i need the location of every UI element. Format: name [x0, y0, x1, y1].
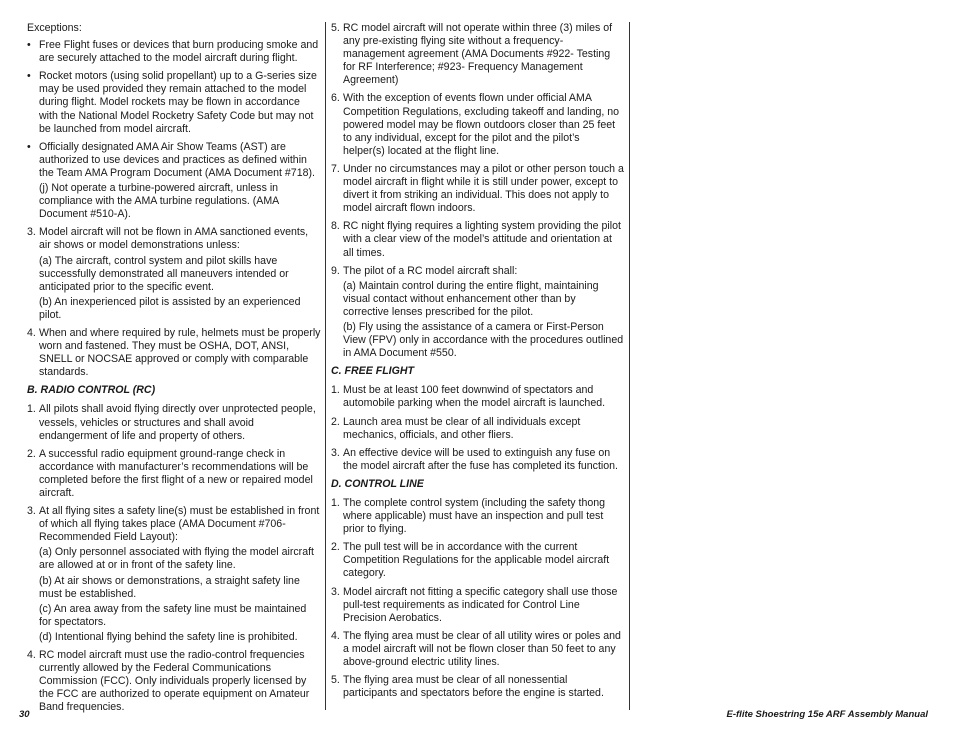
item-number: 1.	[331, 384, 340, 397]
list-item-text: RC model aircraft must use the radio-control frequencies currently allowed by the Federal Communications Commission (FCC). Only individuals properly licensed by the FCC are authorized to operate equipment on Amateur Band frequencies.	[39, 649, 310, 714]
list-subitem: (b) Fly using the assistance of a camera or First-Person View (FPV) only in accordance with the procedures outlined in AMA Document #550.	[343, 320, 624, 360]
item-number: 4.	[27, 649, 36, 662]
list-item-text: RC night flying requires a lighting system providing the pilot with a clear view of the model’s attitude and orientation at all times.	[343, 220, 621, 259]
list-subitem: (j) Not operate a turbine-powered aircraft, unless in compliance with the AMA turbine regulations. (AMA Document #510-A).	[39, 182, 279, 221]
list-item-text: The pull test will be in accordance with the current Competition Regulations for the applicable model aircraft category.	[343, 541, 610, 580]
list-item	[331, 384, 624, 410]
list-item	[27, 70, 321, 135]
list-item-text: Free Flight fuses or devices that burn producing smoke and are securely attached to the model aircraft during flight.	[39, 39, 319, 65]
list-item	[331, 416, 624, 442]
column-divider	[325, 22, 326, 710]
list-item-text: Model aircraft not fitting a specific category shall use those pull-test requirements as indicated for Control Line Precision Aerobatics.	[343, 585, 618, 624]
list-subitem: (d) Intentional flying behind the safety line is prohibited.	[39, 630, 298, 643]
list-item-text: A successful radio equipment ground-range check in accordance with manufacturer’s recommendations will be completed before the first flight of a new or repaired model aircraft.	[39, 447, 313, 499]
list-subitem: (a) Maintain control during the entire flight, maintaining visual contact without enhancement other than by corrective lenses prescribed for the pilot.	[343, 279, 599, 318]
list-item	[331, 674, 624, 700]
list-item	[331, 163, 624, 215]
list-item-text: The pilot of a RC model aircraft shall:	[343, 264, 518, 277]
item-number: 4.	[331, 629, 340, 642]
item-number: 8.	[331, 220, 340, 233]
list-item-text: Rocket motors (using solid propellant) up to a G-series size may be used provided they remain attached to the model during flight. Model rockets may be flown in accordance with the National Model Rocketry Safety Code but may not be launched from model aircraft.	[39, 70, 317, 135]
bullet-marker: •	[27, 39, 31, 52]
list-item	[331, 447, 624, 473]
bullet-marker: •	[27, 140, 31, 153]
list-item	[331, 22, 624, 87]
list-item	[27, 448, 321, 500]
item-number: 3.	[27, 505, 36, 518]
list-item	[27, 226, 321, 322]
list-item	[331, 265, 624, 361]
list-item	[27, 39, 321, 65]
item-number: 3.	[331, 446, 340, 459]
list-item	[27, 327, 321, 379]
list-item-text: At all flying sites a safety line(s) must be established in front of which all flying takes place (AMA Document #706-Recommended Field Layout):	[39, 505, 320, 544]
manual-title: E-flite Shoestring 15e ARF Assembly Manual	[726, 709, 928, 720]
item-number: 1.	[331, 497, 340, 509]
list-item	[27, 505, 321, 644]
item-number: 1.	[27, 403, 36, 416]
list-item	[331, 92, 624, 157]
list-item-text: Must be at least 100 feet downwind of spectators and automobile parking when the model aircraft is launched.	[343, 384, 606, 410]
item-number: 5.	[331, 674, 340, 687]
list-subitem: (a) The aircraft, control system and pilot skills have successfully demonstrated all maneuvers intended or anticipated prior to the specific event.	[39, 254, 289, 293]
item-number: 5.	[331, 22, 340, 34]
list-item	[331, 630, 624, 669]
list-item-text: An effective device will be used to extinguish any fuse on the model aircraft after the fuse has completed its function.	[343, 446, 618, 472]
left-column	[27, 22, 321, 720]
list-item-text: The complete control system (including the safety thong where applicable) must have an inspection and pull test prior to flying.	[343, 497, 606, 536]
list-item-text: Launch area must be clear of all individuals except mechanics, officials, and other fliers.	[343, 415, 581, 441]
column-divider	[629, 22, 630, 710]
list-subitem: (b) An inexperienced pilot is assisted by an experienced pilot.	[39, 295, 301, 321]
list-subitem: (b) At air shows or demonstrations, a straight safety line must be established.	[39, 574, 300, 600]
list-item-text: Under no circumstances may a pilot or other person touch a model aircraft in flight while it is still under power, except to divert it from striking an individual. This does not apply to model aircraft flown indoors.	[343, 162, 624, 215]
list-item-text: With the exception of events flown under official AMA Competition Regulations, excluding takeoff and landing, no powered model may be flown outdoors closer than 25 feet to any individual, except for the pilot and the pilot’s helper(s) located at the flight line.	[343, 92, 620, 157]
list-subitem: (a) Only personnel associated with flying the model aircraft are allowed at or in front of the safety line.	[39, 546, 314, 572]
item-number: 7.	[331, 162, 340, 175]
list-item-text: RC model aircraft will not operate within three (3) miles of any pre-existing flying site without a frequency-management agreement (AMA Documents #922- Testing for RF Interference; #923- Frequency Management Agreement)	[343, 22, 613, 87]
list-item-text: Model aircraft will not be flown in AMA sanctioned events, air shows or model demonstrations unless:	[39, 226, 309, 252]
item-number: 3.	[27, 226, 36, 239]
list-item	[331, 586, 624, 625]
list-item	[27, 141, 321, 222]
list-item	[331, 497, 624, 536]
bullet-marker: •	[27, 70, 31, 83]
list-subitem: (c) An area away from the safety line must be maintained for spectators.	[39, 602, 307, 628]
list-item	[331, 541, 624, 580]
item-number: 3.	[331, 585, 340, 598]
item-number: 4.	[27, 326, 36, 339]
item-number: 2.	[331, 415, 340, 428]
exceptions-intro: Exceptions:	[27, 22, 82, 34]
list-item-text: When and where required by rule, helmets must be properly worn and fastened. They must be OSHA, DOT, ANSI, SNELL or NOCSAE approved or comply with comparable standards.	[39, 326, 321, 379]
page-number: 30	[19, 709, 30, 720]
section-heading-radio-control: B. RADIO CONTROL (RC)	[27, 384, 156, 397]
list-item	[331, 220, 624, 259]
section-heading-free-flight: C. FREE FLIGHT	[331, 365, 414, 378]
list-item	[27, 649, 321, 714]
list-item-text: The flying area must be clear of all utility wires or poles and a model aircraft will not be flown closer than 50 feet to any above-ground electric utility lines.	[343, 629, 621, 669]
list-item-text: Officially designated AMA Air Show Teams (AST) are authorized to use devices and practices as defined within the Team AMA Program Document (AMA Document #718).	[39, 140, 315, 179]
list-item-text: The flying area must be clear of all nonessential participants and spectators before the engine is started.	[343, 674, 604, 700]
item-number: 2.	[27, 447, 36, 460]
list-item	[27, 403, 321, 442]
section-heading-control-line: D. CONTROL LINE	[331, 477, 424, 490]
right-column	[331, 22, 624, 705]
item-number: 9.	[331, 264, 340, 277]
item-number: 2.	[331, 541, 340, 554]
list-item-text: All pilots shall avoid flying directly over unprotected people, vessels, vehicles or structures and shall avoid endangerment of life and property of others.	[39, 403, 316, 442]
item-number: 6.	[331, 92, 340, 105]
